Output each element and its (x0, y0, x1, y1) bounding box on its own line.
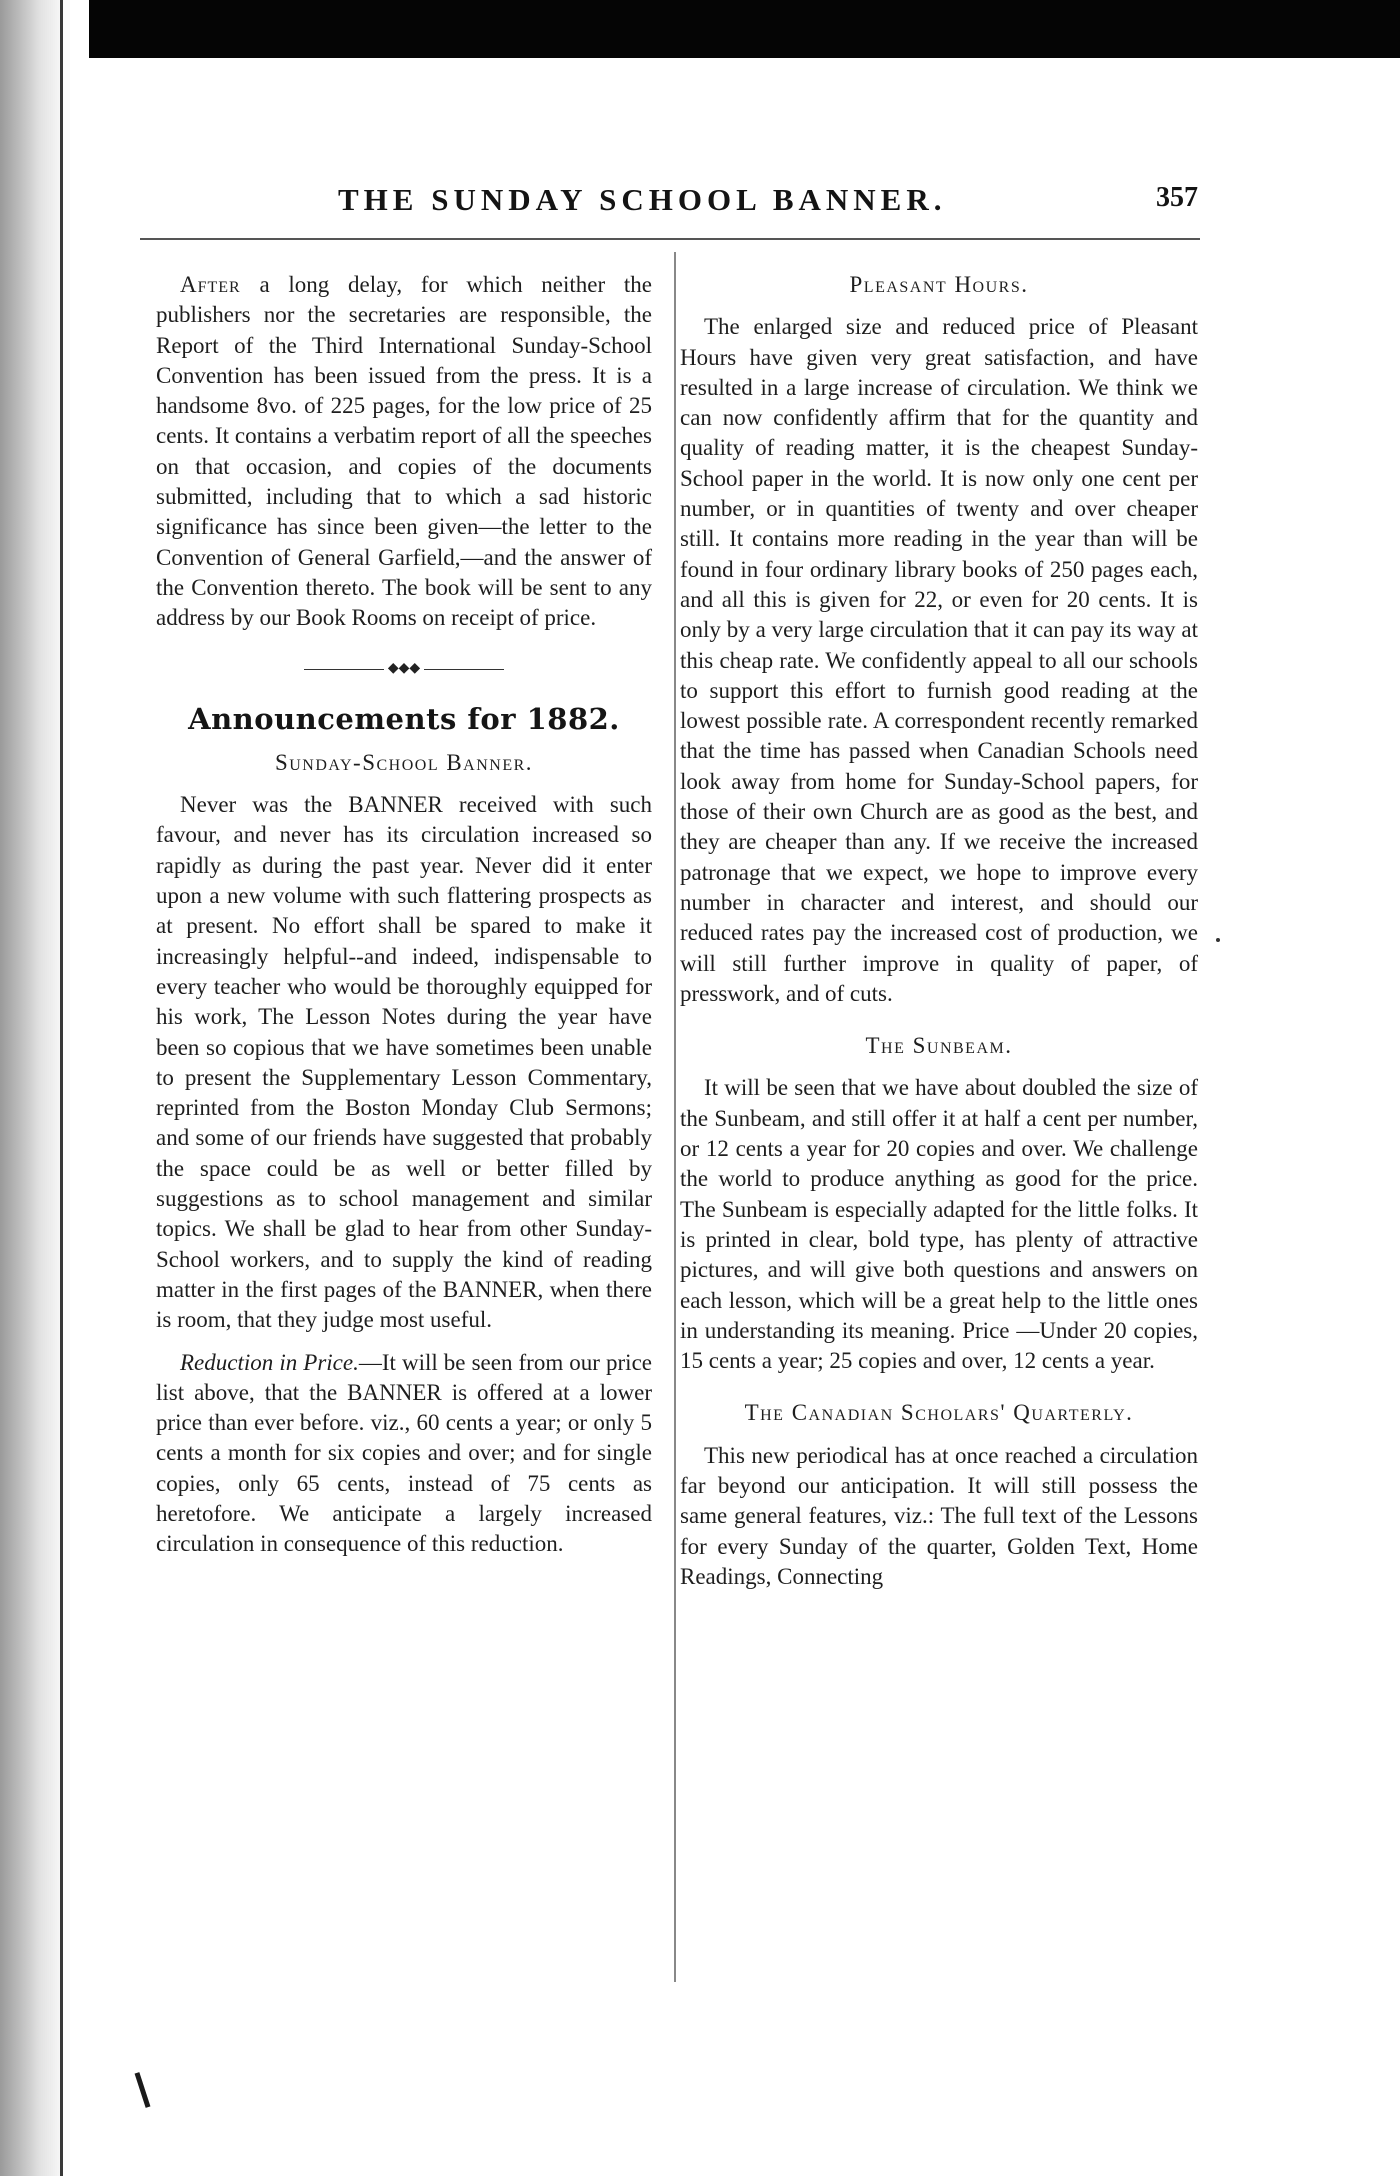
pleasant-hours-heading: Pleasant Hours. (849, 272, 1029, 297)
page-number: 357 (1156, 182, 1198, 213)
scan-mark (135, 2072, 151, 2108)
quarterly-paragraph: This new periodical has at once reached a circulation far beyond our anticipation. It will still possess the same general features, viz.: The full text of the Lessons for every Sunday of the quarter, Golden Text, Home Readings, Connecting (680, 1442, 1198, 1589)
scan-speck (1216, 938, 1220, 942)
scan-top-border (0, 0, 1400, 58)
ornament-line-right (424, 669, 504, 671)
banner-heading: Sunday-School Banner. (274, 749, 534, 775)
left-column (156, 270, 652, 1560)
sunbeam-heading: The Sunbeam. (865, 1033, 1013, 1059)
announcements-title: Announcements for 1882. (188, 701, 620, 736)
page-edge (60, 0, 89, 2176)
reduction-lead: Reduction in Price. (180, 1349, 359, 1375)
running-head: THE SUNDAY SCHOOL BANNER. (338, 182, 947, 217)
page-header (338, 182, 1198, 222)
pleasant-hours-paragraph: The enlarged size and reduced price of Pleasant Hours have given very great satisfaction, and have resulted in a large increase of circulation. We think we can now confidently affirm that for the quantity and quality of reading matter, it is the cheapest Sunday-School paper in the world. It is now only one cent per number, or in quantities of twenty and over cheaper still. It contains more reading in the year than will be found in four ordinary library books of 250 pages each, and all this is given for 22, or even for 20 cents. It is only by a very large circulation that it can pay its way at this cheap rate. We confidently appeal to all our schools to support this effort to furnish good reading at the lowest possible rate. A correspondent recently remarked that the time has passed when Canadian Schools need look away from home for Sunday-School papers, for those of their own Church are as good as the best, and they are cheaper than any. If we receive the increased patronage that we expect, we hope to improve every number in character and interest, and should our reduced rates pay the increased cost of production, we will still further improve in quality of paper, of presswork, and of cuts. (680, 314, 1198, 1006)
ornament-icon: ◆◆◆ (387, 661, 421, 677)
sunbeam-paragraph: It will be seen that we have about doubled the size of the Sunbeam, and still offer it at half a cent per number, or 12 cents a year for 20 copies and over. We challenge the world to produce anything as good for the price. The Sunbeam is especially adapted for the little folks. It is printed in clear, bold type, has plenty of attractive pictures, and will give both questions and answers on each lesson, which will be a great help to the little ones in understanding its meaning. Price —Under 20 copies, 15 cents a year; 25 copies and over, 12 cents a year. (680, 1075, 1198, 1374)
reduction-paragraph (156, 1348, 652, 1560)
ornament-line-left (304, 669, 384, 671)
intro-paragraph (156, 270, 652, 634)
reduction-text: —It will be seen from our price list above, that the BANNER is offered at a lower price than ever before. viz., 60 cents a year; or only 5 cents a month for six copies and over; and for single copies, only 65 cents, instead of 75 cents as heretofore. We anticipate a largely increased circulation in consequence of this reduction. (156, 1349, 652, 1557)
intro-first-word: After (180, 272, 241, 297)
section-ornament (156, 650, 652, 690)
header-rule (140, 238, 1200, 240)
scan-left-edge (0, 0, 60, 2176)
right-column (680, 270, 1198, 1592)
quarterly-heading: The Canadian Scholars' Quarterly. (744, 1400, 1134, 1426)
banner-paragraph: Never was the BANNER received with such favour, and never has its circulation increased so rapidly as during the past year. Never did it enter upon a new volume with such flattering prospects as at present. No effort shall be spared to make it increasingly helpful--and indeed, indispensable to every teacher who would be thoroughly equipped for his work, The Lesson Notes during the year have been so copious that we have sometimes been unable to present the Supplementary Lesson Commentary, reprinted from the Boston Monday Club Sermons; and some of our friends have suggested that probably the space could be as well or better filled by suggestions as to school management and similar topics. We shall be glad to hear from other Sunday-School workers, and to supply the kind of reading matter in the first pages of the BANNER, when there is room, that they judge most useful. (156, 792, 652, 1333)
intro-text: a long delay, for which neither the publishers nor the secretaries are responsible, the Report of the Third International Sunday-School Convention has been issued from the press. It is a handsome 8vo. of 225 pages, for the low price of 25 cents. It contains a verbatim report of all the speeches on that occasion, and copies of the documents submitted, including that to which a sad historic significance has since been given—the letter to the Convention of General Garfield,—and the answer of the Convention thereto. The book will be sent to any address by our Book Rooms on receipt of price. (156, 272, 652, 631)
column-divider (674, 252, 676, 1982)
